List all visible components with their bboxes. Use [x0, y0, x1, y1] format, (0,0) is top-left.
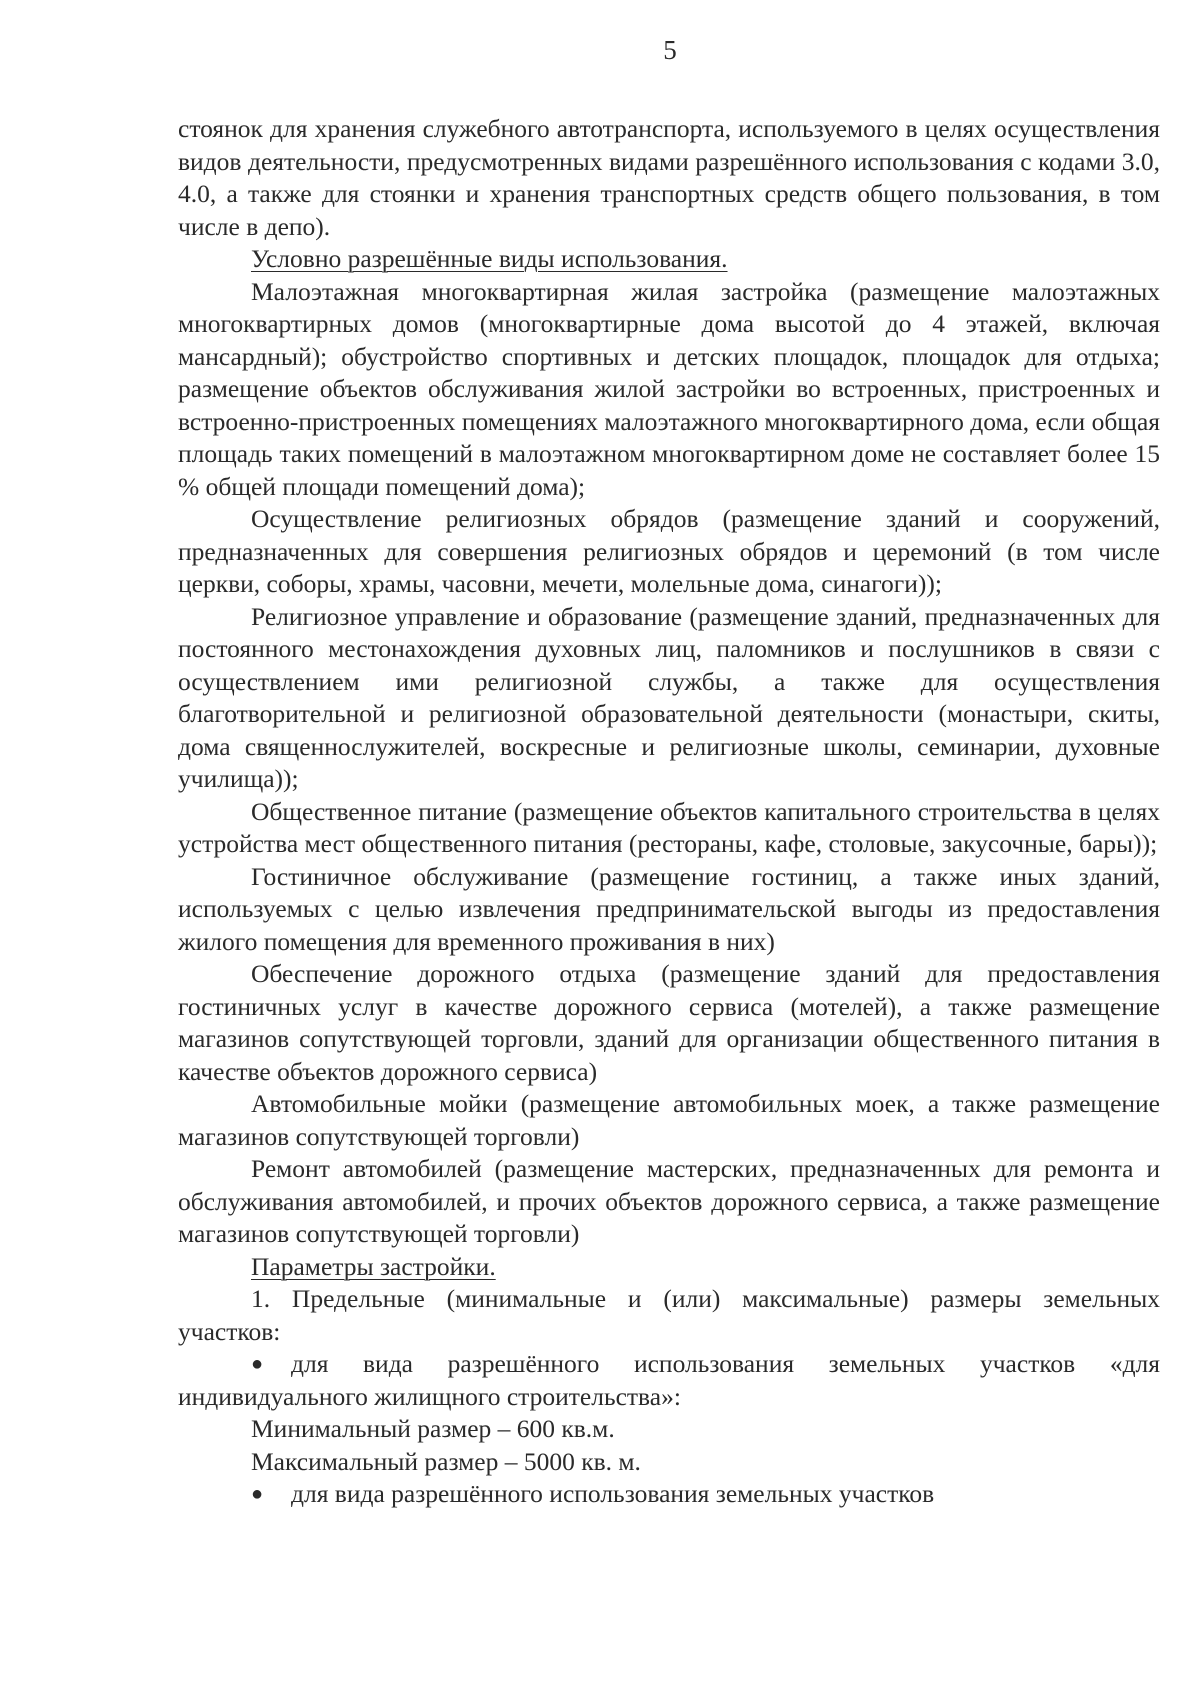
document-body — [178, 113, 1160, 1511]
page-number: 5 — [663, 35, 677, 65]
bullet-item-text: для вида разрешённого использования земельных участков «для индивидуального жилищного строительства»: — [178, 1349, 1160, 1411]
bullet-item-individual-housing — [178, 1348, 1160, 1413]
paragraph-low-rise-housing: Малоэтажная многоквартирная жилая застройка (размещение малоэтажных многоквартирных домов (многоквартирные дома высотой до 4 этажей, включая мансардный); обустройство спортивных и детских площадок, площадок для отдыха; размещение объектов обслуживания жилой застройки во встроенных, пристроенных и встроенно-пристроенных помещениях малоэтажного многоквартирного дома, если общая площадь таких помещений в малоэтажном многоквартирном доме не составляет более 15 % общей площади помещений дома); — [178, 276, 1160, 501]
building-parameters-heading-text: Параметры застройки. — [251, 1251, 496, 1281]
bullet-icon: ● — [251, 1353, 264, 1375]
paragraph-road-rest: Обеспечение дорожного отдыха (размещение зданий для предоставления гостиничных услуг в качестве дорожного сервиса (мотелей), а также размещение магазинов сопутствующей торговли, зданий для организации общественного питания в качестве объектов дорожного сервиса) — [178, 959, 1160, 1086]
paragraph-public-catering: Общественное питание (размещение объектов капитального строительства в целях устройства мест общественного питания (рестораны, кафе, столовые, закусочные, бары)); — [178, 796, 1160, 858]
paragraph-parking-continuation: стоянок для хранения служебного автотранспорта, используемого в целях осуществления видов деятельности, предусмотренных видами разрешённого использования с кодами 3.0, 4.0, а также для стоянки и хранения транспортных средств общего пользования, в том числе в депо). — [178, 114, 1160, 241]
min-plot-size: Минимальный размер – 600 кв.м. — [251, 1414, 615, 1443]
building-parameters-heading — [178, 1251, 1160, 1284]
conditional-uses-heading-text: Условно разрешённые виды использования. — [251, 244, 728, 273]
bullet-icon: ● — [251, 1483, 264, 1505]
paragraph-religious-management: Религиозное управление и образование (размещение зданий, предназначенных для постоянного местонахождения духовных лиц, паломников и послушников в связи с осуществлением ими религиозной службы, а также для осуществления благотворительной и религиозной образовательной деятельности (монастыри, скиты, дома священнослужителей, воскресные и религиозные школы, семинарии, духовные училища)); — [178, 601, 1160, 793]
paragraph-car-wash: Автомобильные мойки (размещение автомобильных моек, а также размещение магазинов сопутствующей торговли) — [178, 1089, 1160, 1151]
paragraph-hotel-service: Гостиничное обслуживание (размещение гостиниц, а также иных зданий, используемых с целью извлечения предпринимательской выгоды из предоставления жилого помещения для временного проживания в них) — [178, 861, 1160, 956]
bullet-item-text: для вида разрешённого использования земельных участков — [291, 1479, 935, 1508]
max-plot-size: Максимальный размер – 5000 кв. м. — [251, 1446, 641, 1476]
conditional-uses-heading — [178, 243, 1160, 276]
bullet-item-next-use-type — [178, 1478, 1160, 1511]
paragraph-car-repair: Ремонт автомобилей (размещение мастерских, предназначенных для ремонта и обслуживания автомобилей, и прочих объектов дорожного сервиса, а также размещение магазинов сопутствующей торговли) — [178, 1154, 1160, 1248]
paragraph-religious-rites: Осуществление религиозных обрядов (размещение зданий и сооружений, предназначенных для совершения религиозных обрядов и церемоний (в том числе церкви, соборы, храмы, часовни, мечети, молельные дома, синагоги)); — [178, 504, 1160, 598]
paragraph-plot-size-limits: 1. Предельные (минимальные и (или) максимальные) размеры земельных участков: — [178, 1284, 1160, 1346]
